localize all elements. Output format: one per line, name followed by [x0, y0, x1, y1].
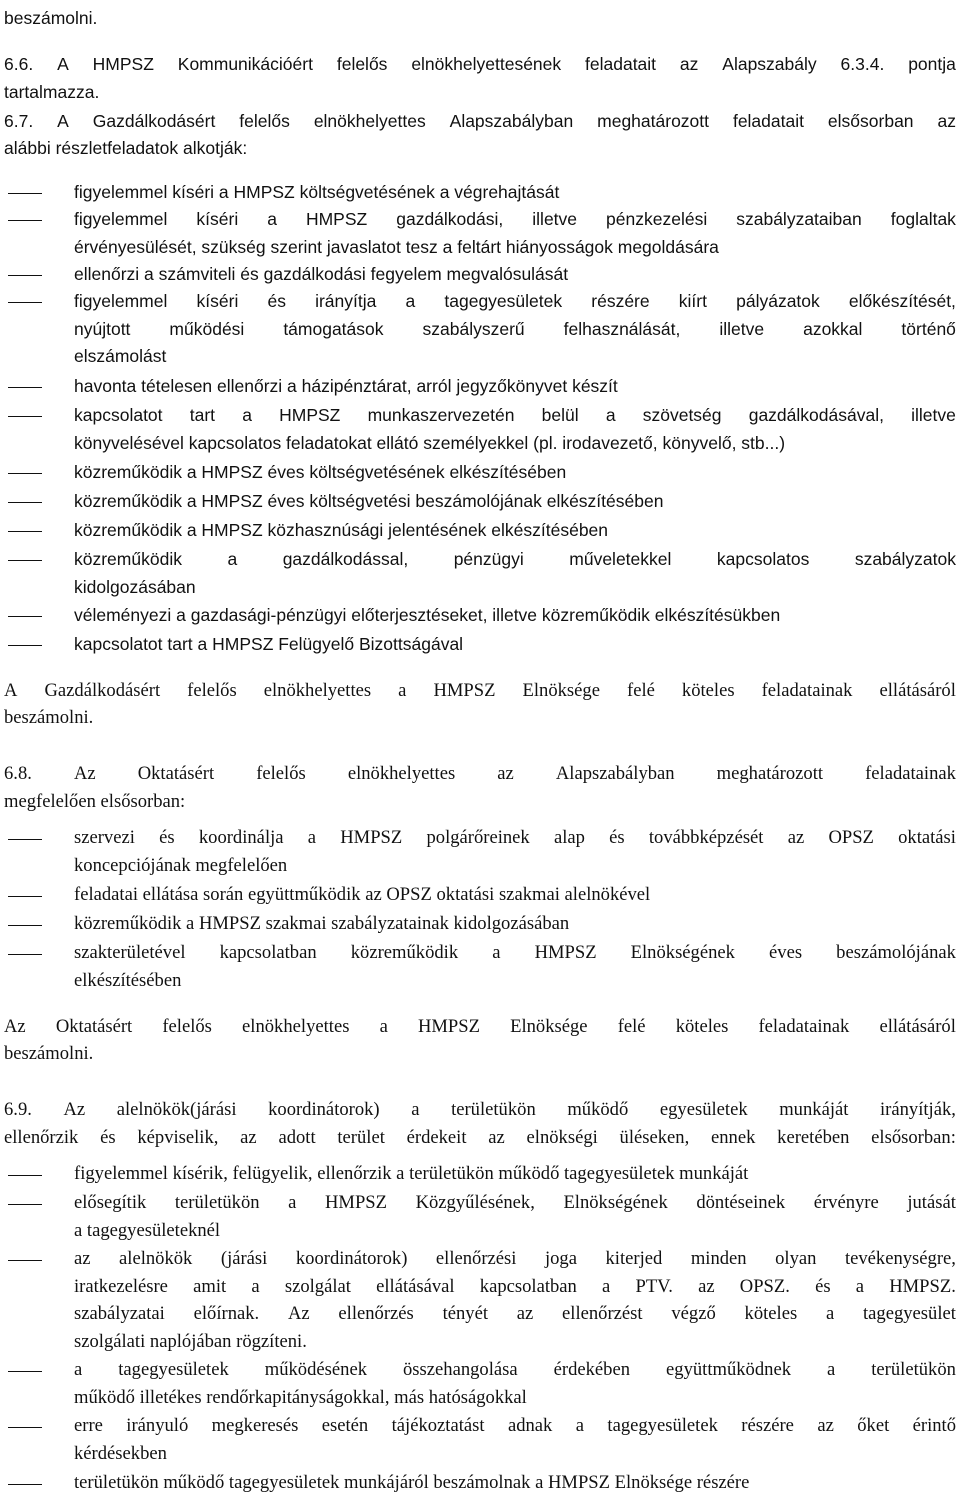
word: a [227, 549, 238, 569]
list-item-line: közreműködik a HMPSZ éves költségvetésének elkészítésében [74, 462, 567, 482]
word: köteles [681, 680, 735, 701]
list-item-line [74, 942, 956, 964]
word: a [379, 1016, 388, 1037]
word: közreműködik [350, 942, 459, 963]
list-item-line: figyelemmel kísérik, felügyelik, ellenőrzik a területükön működő tagegyesületek munkáját [74, 1163, 749, 1184]
word: érvényre [813, 1192, 879, 1213]
word: a [405, 291, 416, 311]
word: koordinátorok) [268, 1099, 380, 1120]
word: a [575, 1415, 585, 1436]
word: HMPSZ [417, 1016, 480, 1037]
word: kiterjed [605, 1248, 663, 1269]
word: tagegyesületek [118, 1359, 229, 1380]
list-item-line [74, 208, 956, 230]
word: Elnöksége [510, 1016, 588, 1037]
s68-closing-line1 [4, 1016, 956, 1038]
word: HMPSZ [534, 942, 597, 963]
word: Az [4, 1016, 26, 1037]
word: A [57, 111, 69, 131]
list-item-line: havonta tételesen ellenőrzi a házipénztárat, arról jegyzőkönyvet készít [74, 376, 618, 396]
word: támogatások [283, 318, 384, 339]
s67-closing-line2: beszámolni. [4, 707, 94, 728]
word: működésének [264, 1359, 367, 1380]
word: szövetség [642, 405, 722, 425]
word: gazdálkodásával, [748, 405, 884, 425]
word: az [679, 54, 699, 74]
word: 6.9. [4, 1099, 32, 1120]
word: HMPSZ [340, 827, 403, 848]
word: területükön [871, 1359, 956, 1380]
word: szabályzatok [854, 549, 956, 569]
word: irányítják, [880, 1099, 956, 1120]
word: az [74, 1248, 91, 1269]
s67-intro-line1 [4, 110, 956, 132]
list-dash-bullet [8, 954, 42, 955]
list-item-line: feladatai ellátása során együttműködik az OPSZ oktatási szakmai alelnökével [74, 884, 651, 905]
word: előírnak. [193, 1303, 260, 1324]
word: a [398, 680, 407, 701]
s66-line1 [4, 53, 956, 75]
word: területükön [174, 1192, 260, 1213]
word: tevékenységre, [844, 1248, 956, 1269]
word: kiírt [678, 291, 707, 311]
word: Oktatásért [55, 1016, 133, 1037]
word: a [855, 1275, 865, 1297]
word: felelős [336, 54, 388, 74]
list-item-line: elkészítésében [74, 969, 182, 991]
word: elsősorban [827, 111, 914, 131]
word: HMPSZ [279, 405, 341, 425]
word: őket [857, 1415, 890, 1436]
word: munkaszervezetén [367, 405, 515, 425]
list-dash-bullet [8, 1175, 42, 1176]
word: koordinálja [198, 827, 284, 848]
s67-intro-line2: alábbi részletfeladatok alkotják: [4, 138, 248, 158]
word: kapcsolatban [479, 1275, 577, 1297]
word: koordinátorok) [295, 1248, 408, 1269]
list-dash-bullet [8, 473, 42, 474]
word: Az [73, 763, 96, 784]
word: Kommunikációért [177, 54, 313, 74]
list-item-line: működő illetékes rendőrkapitányságokkal, más hatóságokkal [74, 1386, 527, 1408]
list-dash-bullet [8, 616, 42, 617]
word: esetén [321, 1415, 369, 1436]
list-item-line [74, 1415, 956, 1437]
list-dash-bullet [8, 839, 42, 840]
word: érdekében [553, 1359, 631, 1380]
word: HMPSZ [433, 680, 496, 701]
list-item-line: közreműködik a HMPSZ éves költségvetési beszámolójának elkészítésében [74, 491, 664, 511]
word: részére [591, 291, 650, 311]
word: nyújtott [74, 318, 131, 339]
word: Az [287, 1303, 310, 1324]
word: működési [169, 318, 245, 339]
word: kapcsolatban [219, 942, 317, 963]
list-item-line: figyelemmel kíséri a HMPSZ költségvetésének a végrehajtását [74, 182, 560, 202]
list-item-line [74, 548, 956, 570]
word: részére [741, 1415, 794, 1436]
word: szervezi [74, 827, 135, 848]
word: terület [337, 1127, 385, 1148]
word: gazdálkodással, [282, 549, 409, 569]
list-item-line: kérdésekben [74, 1442, 167, 1464]
word: Elnökségének [563, 1192, 668, 1213]
word: pénzügyi [453, 549, 524, 569]
list-dash-bullet [8, 925, 42, 926]
word: felelős [239, 111, 290, 131]
list-item-line: könyvelésével kapcsolatos feladatokat ellátó személyekkel (pl. irodavezető, könyvelő, stb...) [74, 432, 786, 453]
word: alap [553, 827, 585, 848]
list-dash-bullet [8, 193, 42, 194]
word: a [825, 1303, 835, 1324]
list-dash-bullet [8, 302, 42, 303]
list-dash-bullet [8, 416, 42, 417]
list-item-line [74, 827, 956, 849]
word: a [605, 405, 616, 425]
word: oktatási [898, 827, 956, 848]
word: köteles [744, 1303, 798, 1324]
list-item-line [74, 290, 956, 312]
word: A [4, 680, 18, 701]
word: tagegyesületek [444, 291, 563, 311]
list-item-line: közreműködik a HMPSZ szakmai szabályzatainak kidolgozásában [74, 913, 570, 934]
word: szabályszerű [422, 318, 525, 339]
word: az [698, 1275, 715, 1297]
word: elnökségi [526, 1127, 598, 1148]
s69-intro-line1 [4, 1099, 956, 1121]
word: végző [671, 1303, 716, 1324]
word: szabályzatai [74, 1303, 165, 1324]
list-dash-bullet [8, 1371, 42, 1372]
word: meghatározott [597, 111, 710, 131]
word: a [267, 209, 277, 229]
list-item-line [74, 1276, 956, 1298]
word: joga [544, 1248, 577, 1269]
list-item-line: koncepciójának megfelelően [74, 854, 288, 876]
word: érintő [912, 1415, 956, 1436]
word: A [57, 54, 69, 74]
word: feladatainak [761, 680, 853, 701]
word: felé [627, 680, 655, 701]
list-item-line: érvényesülését, szükség szerint javaslatot tesz a feltárt hiányosságok megoldására [74, 236, 719, 257]
word: beszámolójának [836, 942, 956, 963]
word: foglaltak [890, 209, 956, 229]
word: feladatainak [865, 763, 956, 784]
word: elősegítik [74, 1192, 147, 1213]
word: HMPSZ. [889, 1275, 956, 1297]
word: HMPSZ [92, 54, 154, 74]
word: továbbképzését [648, 827, 764, 848]
word: feladatait [585, 54, 657, 74]
word: illetve [911, 405, 956, 425]
word: az [937, 111, 956, 131]
word: olyan [775, 1248, 817, 1269]
word: Gazdálkodásért [44, 680, 161, 701]
word: felelős [162, 1016, 212, 1037]
word: Gazdálkodásért [92, 111, 216, 131]
list-dash-bullet [8, 1204, 42, 1205]
list-item-line: kidolgozásában [74, 576, 196, 597]
word: tart [189, 405, 216, 425]
list-dash-bullet [8, 502, 42, 503]
word: a [492, 942, 501, 963]
word: Oktatásért [137, 763, 215, 784]
word: egyesületek [659, 1099, 748, 1120]
word: a [307, 827, 317, 848]
word: az [240, 1127, 257, 1148]
word: kíséri [196, 209, 239, 229]
word: a [827, 1359, 836, 1380]
word: köteles [675, 1016, 729, 1037]
word: figyelemmel [74, 291, 168, 311]
word: alelnökök(járási [116, 1099, 237, 1120]
list-dash-bullet [8, 220, 42, 221]
list-item-line: kapcsolatot tart a HMPSZ Felügyelő Bizottságával [74, 634, 464, 654]
word: adnak [507, 1415, 553, 1436]
list-item-line: közreműködik a HMPSZ közhasznúsági jelentésének elkészítésében [74, 520, 609, 540]
word: alelnökök [119, 1248, 193, 1269]
word: szabályzataiban [736, 209, 862, 229]
word: belül [541, 405, 579, 425]
word: Alapszabályban [555, 763, 675, 784]
word: a [242, 405, 252, 425]
word: tagegyesület [862, 1303, 956, 1324]
list-item-line [74, 1359, 956, 1381]
word: kapcsolatos [716, 549, 810, 569]
list-dash-bullet [8, 560, 42, 561]
word: műveletekkel [569, 549, 672, 569]
word: ellenőrzést [562, 1303, 643, 1324]
word: ellenőrzik [4, 1127, 79, 1148]
word: HMPSZ [324, 1192, 387, 1213]
list-dash-bullet [8, 387, 42, 388]
word: erre [74, 1415, 103, 1436]
word: elsősorban: [871, 1127, 956, 1148]
list-dash-bullet [8, 275, 42, 276]
word: tagegyesületek [607, 1415, 718, 1436]
word: meghatározott [716, 763, 824, 784]
word: Az [63, 1099, 86, 1120]
word: jutását [907, 1192, 956, 1213]
s68-intro-line2: megfelelően elsősorban: [4, 791, 186, 812]
word: ellenőrzés [338, 1303, 414, 1324]
word: 6.6. [4, 54, 34, 74]
list-dash-bullet [8, 1427, 42, 1428]
word: érdekeit [406, 1127, 467, 1148]
list-item-line [74, 318, 956, 340]
word: 6.8. [4, 763, 32, 784]
list-item-line: véleményezi a gazdasági-pénzügyi előterjesztéseket, illetve közreműködik elkészítésükben [74, 605, 781, 625]
list-item-line [74, 1303, 956, 1325]
word: illetve [532, 209, 578, 229]
list-item-line [74, 1192, 956, 1214]
word: PTV. [635, 1275, 673, 1297]
word: felhasználását, [563, 318, 681, 339]
word: pályázatok [736, 291, 820, 311]
word: gazdálkodási, [396, 209, 504, 229]
word: a [251, 1275, 260, 1297]
word: amit [193, 1275, 227, 1297]
word: képviselik, [137, 1127, 219, 1148]
word: 6.7. [4, 111, 34, 131]
s69-intro-line2 [4, 1127, 956, 1149]
list-dash-bullet [8, 531, 42, 532]
list-dash-bullet [8, 1260, 42, 1261]
word: felelős [187, 680, 237, 701]
word: ellátásáról [879, 1016, 956, 1037]
word: ennek [711, 1127, 756, 1148]
word: (járási [220, 1248, 268, 1269]
word: feladatait [732, 111, 804, 131]
word: Közgyűlésének, [415, 1192, 535, 1213]
word: az [817, 1415, 834, 1436]
word: pontja [908, 54, 956, 74]
word: feladatainak [758, 1016, 850, 1037]
word: a [288, 1192, 297, 1213]
word: irányítja [315, 291, 377, 311]
list-dash-bullet [8, 645, 42, 646]
list-item-line [74, 1248, 956, 1270]
list-dash-bullet [8, 896, 42, 897]
word: a [411, 1099, 420, 1120]
word: elnökhelyettes [263, 680, 372, 701]
list-item-line: a tagegyesületeknél [74, 1219, 221, 1241]
word: és [815, 1275, 831, 1297]
word: polgárőreinek [426, 827, 530, 848]
word: illetve [719, 318, 765, 339]
word: üléseken, [619, 1127, 690, 1148]
word: a [602, 1275, 611, 1297]
word: OPSZ. [739, 1275, 790, 1297]
word: az [516, 1303, 534, 1324]
word: elnökhelyettes [242, 1016, 350, 1037]
word: éves [769, 942, 803, 963]
word: tájékoztatást [391, 1415, 485, 1436]
word: felé [617, 1016, 646, 1037]
word: ellátásával [376, 1275, 455, 1297]
word: adott [278, 1127, 316, 1148]
word: HMPSZ [305, 209, 368, 229]
word: összehangolása [403, 1359, 518, 1380]
word: iratkezelésre [74, 1275, 168, 1297]
s68-intro-line1 [4, 763, 956, 785]
word: 6.3.4. [840, 54, 885, 74]
word: irányuló [126, 1415, 189, 1436]
word: elnökhelyettesének [411, 54, 562, 74]
word: Elnöksége [522, 680, 600, 701]
s66-line2: tartalmazza. [4, 82, 100, 102]
word: szolgálat [284, 1275, 351, 1297]
top-fragment: beszámolni. [4, 8, 98, 28]
word: szakterületével [74, 942, 186, 963]
word: elnökhelyettes [347, 763, 456, 784]
word: döntéseinek [696, 1192, 786, 1213]
word: felelős [256, 763, 306, 784]
word: az [787, 827, 805, 848]
word: területükön [451, 1099, 536, 1120]
word: elnökhelyettes [313, 111, 426, 131]
word: figyelemmel [74, 209, 168, 229]
list-dash-bullet [8, 1484, 42, 1485]
list-item-line: elszámolást [74, 346, 167, 366]
word: működő [567, 1099, 629, 1120]
word: Alapszabály [722, 54, 817, 74]
word: megkeresés [211, 1415, 299, 1436]
word: munkáját [779, 1099, 849, 1120]
word: azokkal [803, 318, 863, 339]
word: tényét [442, 1303, 488, 1324]
word: a [74, 1359, 83, 1380]
word: OPSZ [828, 827, 874, 848]
word: és [609, 827, 625, 848]
s67-closing-line1 [4, 680, 956, 702]
word: ellenőrzési [435, 1248, 517, 1269]
word: keretében [777, 1127, 850, 1148]
word: kapcsolatot [74, 405, 163, 425]
word: Elnökségének [630, 942, 735, 963]
word: és [159, 827, 175, 848]
word: az [488, 1127, 505, 1148]
word: az [497, 763, 514, 784]
word: és [100, 1127, 116, 1148]
list-item-line [74, 404, 956, 426]
word: közreműködik [74, 549, 182, 569]
word: Alapszabályban [449, 111, 574, 131]
word: kíséri [196, 291, 239, 311]
list-item-line: ellenőrzi a számviteli és gazdálkodási fegyelem megvalósulását [74, 264, 569, 284]
word: együttműködnek [666, 1359, 791, 1380]
list-item-line: szolgálati naplójában rögzíteni. [74, 1330, 307, 1352]
word: történő [901, 318, 956, 339]
s68-closing-line2: beszámolni. [4, 1043, 94, 1064]
word: és [267, 291, 286, 311]
word: ellátásáról [879, 680, 956, 701]
word: előkészítését, [848, 291, 956, 311]
word: minden [690, 1248, 747, 1269]
word: pénzkezelési [606, 209, 708, 229]
list-item-line: területükön működő tagegyesületek munkájáról beszámolnak a HMPSZ Elnöksége részére [74, 1472, 750, 1493]
